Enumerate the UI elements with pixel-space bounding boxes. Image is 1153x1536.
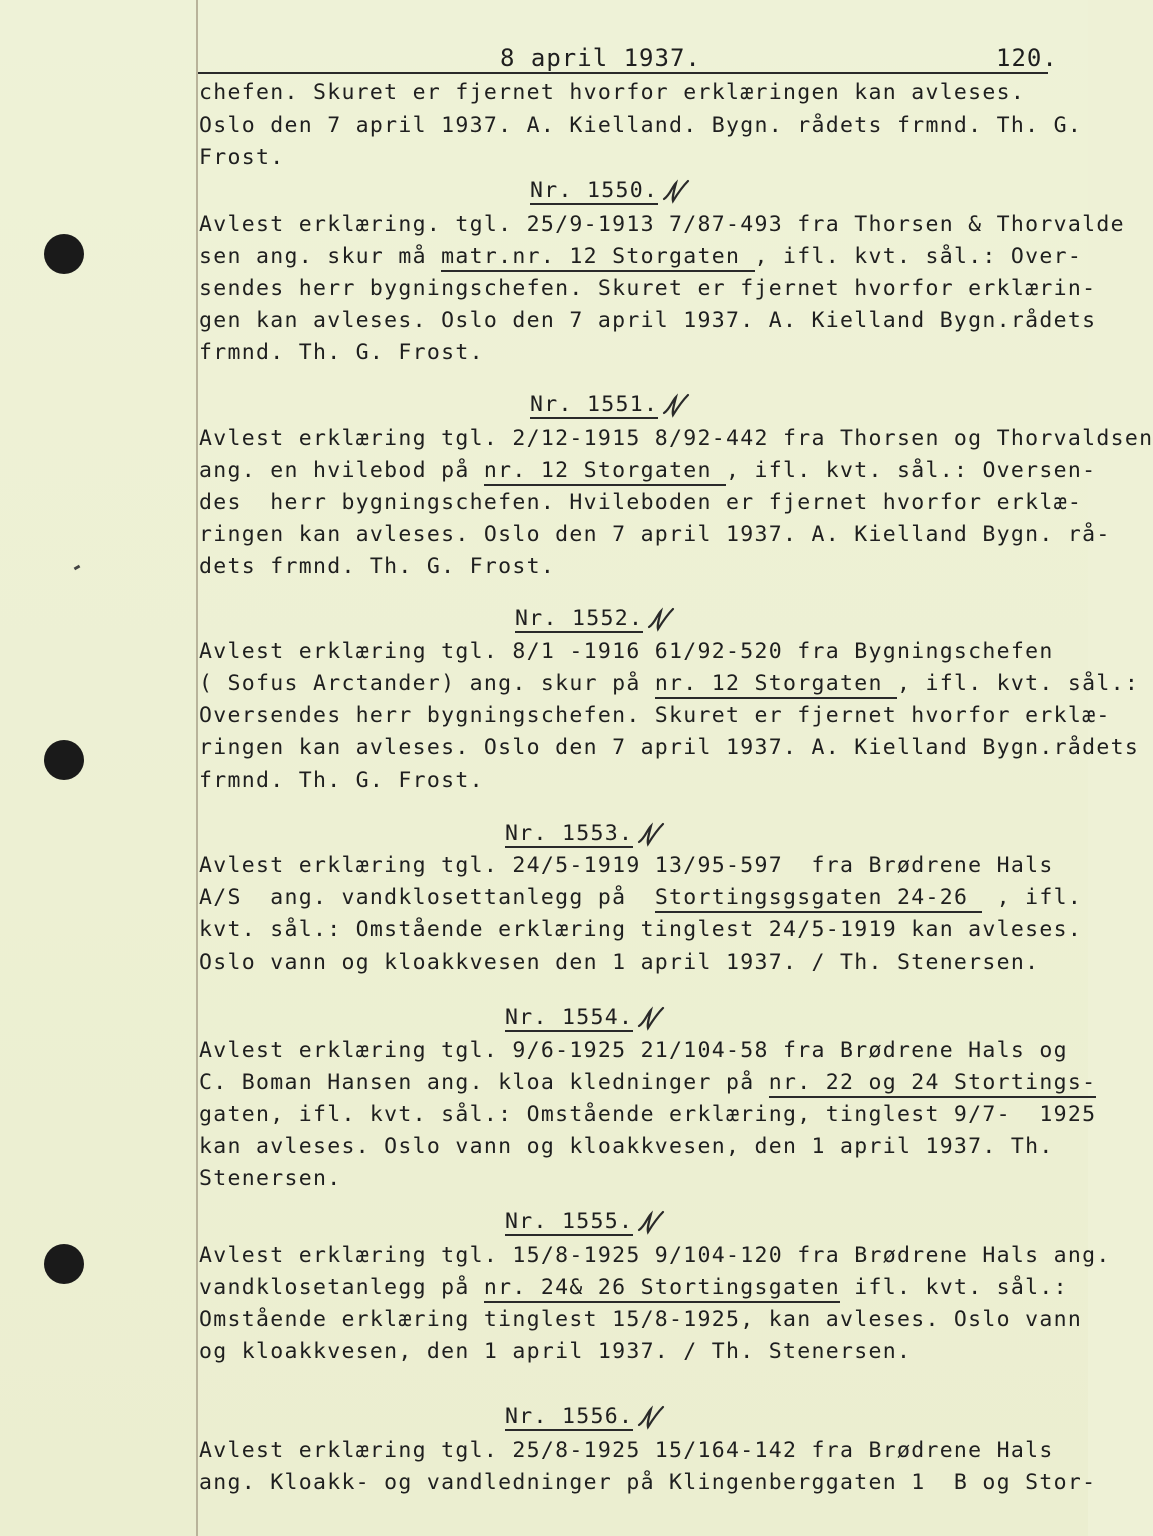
punch-hole [44,1244,84,1284]
entry-number-text: Nr. 1555. [505,1209,634,1234]
header-rule [198,72,1048,74]
punch-hole [44,234,84,274]
entry-number [515,604,677,634]
entry-text-line: ang. en hvilebod på nr. 12 Storgaten , ifl. kvt. sål.: Oversen- [199,456,1096,486]
entry-text-line: ang. Kloakk- og vandledninger på Klingenberggaten 1 B og Stor- [199,1470,1097,1495]
entry-number-text: Nr. 1556. [505,1404,634,1429]
entry-text-line: Avlest erklæring tgl. 9/6-1925 21/104-58 fra Brødrene Hals og [199,1038,1068,1063]
entry-text-line: dets frmnd. Th. G. Frost. [199,554,556,579]
entry-number-text: Nr. 1551. [530,392,659,417]
entry-number-text: Nr. 1553. [505,821,634,846]
entry-number [505,819,667,849]
entry-text-line: vandklosetanlegg på nr. 24& 26 Stortingsgaten ifl. kvt. sål.: [199,1273,1068,1303]
page-header [0,44,1088,74]
entry-text-line: kan avleses. Oslo vann og kloakkvesen, den 1 april 1937. Th. [199,1134,1054,1159]
entry-text-line: Avlest erklæring tgl. 2/12-1915 8/92-442 fra Thorsen og Thorvaldsen [199,426,1153,451]
entry-text-line: gaten, ifl. kvt. sål.: Omstående erklæring, tinglest 9/7- 1925 [199,1102,1097,1127]
entry-number-text: Nr. 1550. [530,178,659,203]
entry-text-line: Stenersen. [199,1166,342,1191]
underlined-address: nr. 12 Storgaten [484,458,726,486]
entry-number [530,390,692,420]
handwritten-initial-mark [635,1004,667,1032]
entry-text-line: ringen kan avleses. Oslo den 7 april 1937. A. Kielland Bygn.rådets [199,735,1140,760]
entry-number [530,176,692,206]
entry-text-line: ringen kan avleses. Oslo den 7 april 1937. A. Kielland Bygn. rå- [199,522,1111,547]
handwritten-initial-mark [635,1208,667,1236]
entry-text-line: Oslo vann og kloakkvesen den 1 april 1937. / Th. Stenersen. [199,950,1040,975]
handwritten-initial-mark [660,177,692,205]
entry-text-line: Avlest erklæring tgl. 25/8-1925 15/164-142 fra Brødrene Hals [199,1438,1054,1463]
handwritten-initial-mark [645,605,677,633]
entry-text-line: og kloakkvesen, den 1 april 1937. / Th. Stenersen. [199,1339,912,1364]
entry-text-line: des herr bygningschefen. Hvileboden er fjernet hvorfor erklæ- [199,490,1083,515]
entry-text-line: frmnd. Th. G. Frost. [199,340,484,365]
entry-text-line: frmnd. Th. G. Frost. [199,768,484,793]
underlined-address: Stortingsgsgaten 24-26 [655,885,983,913]
entry-text-line: Oversendes herr bygningschefen. Skuret er fjernet hvorfor erklæ- [199,703,1111,728]
entry-number [505,1402,667,1432]
entry-text-line: A/S ang. vandklosettanlegg på Stortingsgsgaten 24-26 , ifl. [199,883,1082,913]
entry-number [505,1207,667,1237]
entry-text-line: kvt. sål.: Omstående erklæring tinglest 24/5-1919 kan avleses. [199,917,1083,942]
handwritten-initial-mark [635,820,667,848]
entry-text-line: sen ang. skur må matr.nr. 12 Storgaten , ifl. kvt. sål.: Over- [199,242,1082,272]
handwritten-initial-mark [635,1403,667,1431]
entry-text-line: Avlest erklæring tgl. 24/5-1919 13/95-597 fra Brødrene Hals [199,853,1054,878]
entry-text-line: sendes herr bygningschefen. Skuret er fjernet hvorfor erklærin- [199,276,1097,301]
entry-text-line: Omstående erklæring tinglest 15/8-1925, kan avleses. Oslo vann [199,1307,1083,1332]
entry-number-text: Nr. 1554. [505,1005,634,1030]
underlined-address: nr. 22 og 24 Stortings- [769,1070,1097,1098]
entry-text-line: Avlest erklæring tgl. 8/1 -1916 61/92-520 fra Bygningschefen [199,639,1054,664]
intro-line: chefen. Skuret er fjernet hvorfor erklæringen kan avleses. [199,80,1026,105]
entry-text-line: C. Boman Hansen ang. kloa kledninger på nr. 22 og 24 Stortings- [199,1068,1096,1098]
entry-number [505,1003,667,1033]
entry-text-line: gen kan avleses. Oslo den 7 april 1937. A. Kielland Bygn.rådets [199,308,1097,333]
punch-hole [44,740,84,780]
underlined-address: nr. 12 Storgaten [655,671,897,699]
entry-text-line: Avlest erklæring tgl. 15/8-1925 9/104-120 fra Brødrene Hals ang. [199,1243,1111,1268]
handwritten-initial-mark [660,391,692,419]
header-date: 8 april 1937. [500,44,701,72]
intro-line: Oslo den 7 april 1937. A. Kielland. Bygn. rådets frmnd. Th. G. [199,113,1083,138]
entry-text-line: ( Sofus Arctander) ang. skur på nr. 12 Storgaten , ifl. kvt. sål.: [199,669,1139,699]
underlined-address: nr. 24& 26 Stortingsgaten [484,1275,840,1303]
intro-line: Frost. [199,145,285,170]
margin-mark [74,565,81,571]
margin-line [196,0,198,1536]
underlined-address: matr.nr. 12 Storgaten [441,244,754,272]
entry-text-line: Avlest erklæring. tgl. 25/9-1913 7/87-493 fra Thorsen & Thorvalde [199,212,1125,237]
entry-number-text: Nr. 1552. [515,606,644,631]
page-number: 120. [996,44,1058,72]
